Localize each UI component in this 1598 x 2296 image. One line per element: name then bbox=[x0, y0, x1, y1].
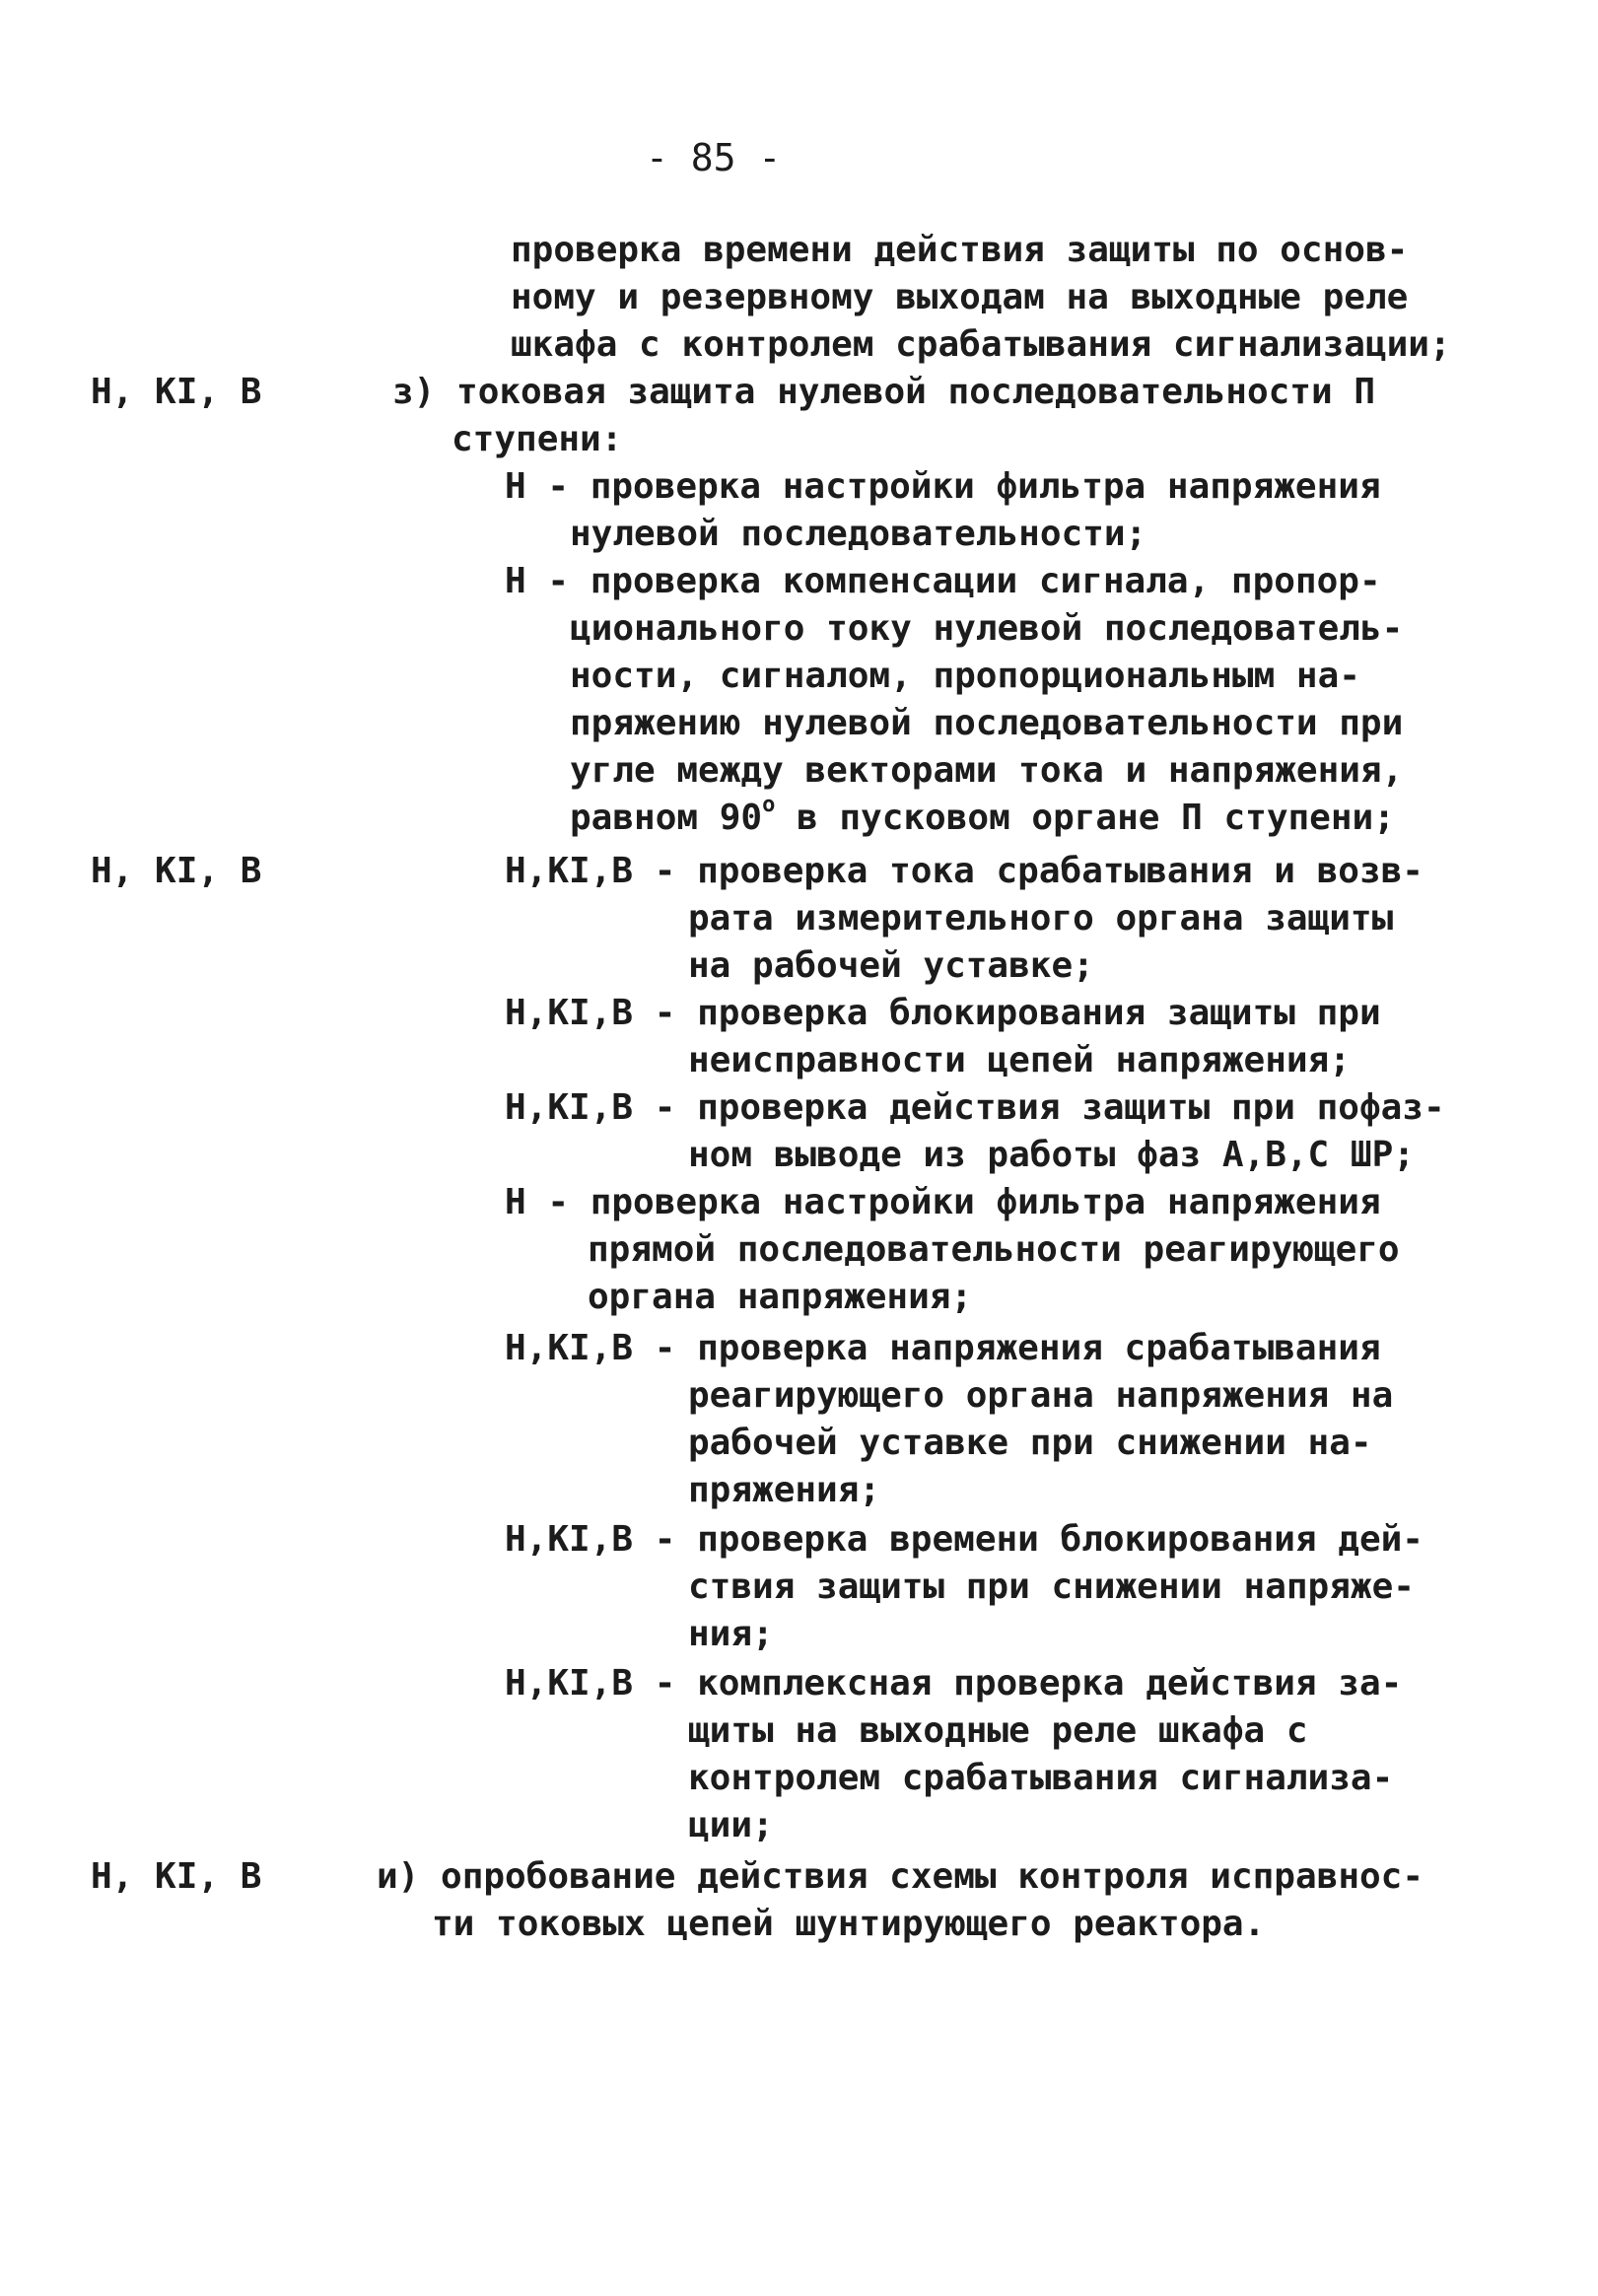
text-line: и) опробование действия схемы контроля исправнос- bbox=[377, 1856, 1424, 1897]
text-line: Н,КI,В - проверка блокирования защиты при bbox=[505, 993, 1381, 1033]
text-line: равном $90^о$ в пусковом органе П ступени; bbox=[570, 793, 1395, 838]
text-line: рабочей уставке при снижении на- bbox=[688, 1423, 1372, 1463]
text-line: реагирующего органа напряжения на bbox=[688, 1375, 1394, 1416]
text-line: угле между векторами тока и напряжения, bbox=[570, 750, 1404, 791]
text-line: ности, сигналом, пропорциональным на- bbox=[570, 656, 1360, 696]
text-line: ти токовых цепей шунтирующего реактора. bbox=[432, 1904, 1266, 1944]
text-line: щиты на выходные реле шкафа с bbox=[688, 1710, 1308, 1751]
text-line: Н - проверка настройки фильтра напряжения bbox=[505, 466, 1381, 507]
text-line: пряжения; bbox=[688, 1470, 881, 1510]
text-line: з) токовая защита нулевой последовательности П bbox=[392, 372, 1375, 412]
text-line: органа напряжения; bbox=[588, 1277, 973, 1317]
text-line: ному и резервному выходам на выходные реле bbox=[511, 277, 1409, 317]
text-line: ции; bbox=[688, 1805, 774, 1845]
text-line: Н,КI,В - проверка тока срабатывания и возв- bbox=[505, 851, 1424, 891]
text-line: ния; bbox=[688, 1614, 774, 1654]
text-line: ном выводе из работы фаз А,В,С ШР; bbox=[688, 1135, 1415, 1175]
text-line: шкафа с контролем срабатывания сигнализации; bbox=[511, 324, 1451, 365]
text-line: Н - проверка настройки фильтра напряжения bbox=[505, 1182, 1381, 1222]
text-line: на рабочей уставке; bbox=[688, 945, 1094, 986]
page-number: - 85 - bbox=[646, 136, 782, 179]
margin-label: Н, КI, В bbox=[91, 372, 262, 412]
text-line: ционального току нулевой последователь- bbox=[570, 608, 1404, 649]
text-line: Н - проверка компенсации сигнала, пропор- bbox=[505, 561, 1381, 601]
text-line: рата измерительного органа защиты bbox=[688, 898, 1394, 939]
text-line: Н,КI,В - проверка напряжения срабатывания bbox=[505, 1328, 1381, 1368]
text-line: ствия защиты при снижении напряже- bbox=[688, 1566, 1415, 1607]
text-line: Н,КI,В - проверка действия защиты при пофаз- bbox=[505, 1087, 1445, 1128]
text-line: проверка времени действия защиты по основ- bbox=[511, 230, 1409, 270]
text-line: Н,КI,В - комплексная проверка действия за- bbox=[505, 1663, 1403, 1704]
text-line: пряжению нулевой последовательности при bbox=[570, 703, 1404, 743]
text-line: неисправности цепей напряжения; bbox=[688, 1040, 1351, 1080]
text-line: нулевой последовательности; bbox=[570, 514, 1147, 554]
text-line: Н,КI,В - проверка времени блокирования дей- bbox=[505, 1519, 1424, 1560]
margin-label: Н, КI, В bbox=[91, 851, 262, 891]
text-line: контролем срабатывания сигнализа- bbox=[688, 1758, 1394, 1798]
margin-label: Н, КI, В bbox=[91, 1856, 262, 1897]
text-line: прямой последовательности реагирующего bbox=[588, 1229, 1400, 1270]
text-line: ступени: bbox=[452, 419, 623, 459]
